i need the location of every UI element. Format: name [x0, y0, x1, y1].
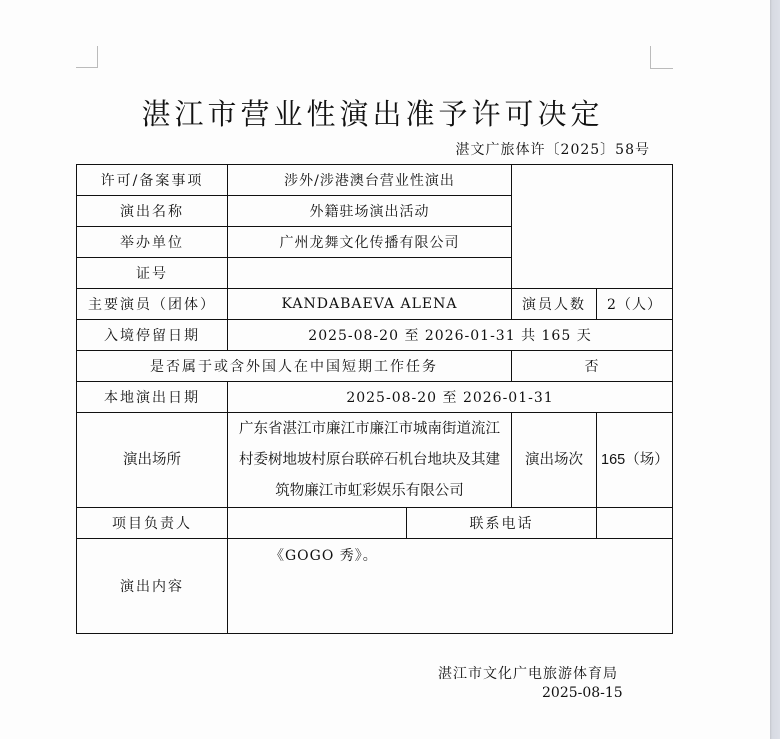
shows-value: 165（场） — [597, 413, 673, 508]
page-corner-mark-left — [76, 46, 98, 68]
shows-label: 演出场次 — [512, 413, 597, 508]
manager-value — [228, 508, 407, 539]
vertical-scrollbar[interactable] — [770, 0, 780, 739]
cert-value — [228, 258, 512, 289]
show-name-value: 外籍驻场演出活动 — [228, 196, 512, 227]
performer-label: 主要演员（团体） — [77, 289, 228, 320]
venue-value: 广东省湛江市廉江市廉江市城南街道流江村委树地坡村原台联碎石机台地块及其建筑物廉江市虹彩娱乐有限公司 — [228, 413, 512, 508]
performer-value: KANDABAEVA ALENA — [228, 289, 512, 320]
short-term-label: 是否属于或含外国人在中国短期工作任务 — [77, 351, 512, 382]
local-date-label: 本地演出日期 — [77, 382, 228, 413]
stay-label: 入境停留日期 — [77, 320, 228, 351]
show-name-label: 演出名称 — [77, 196, 228, 227]
venue-label: 演出场所 — [77, 413, 228, 508]
local-date-value: 2025-08-20 至 2026-01-31 — [228, 382, 673, 413]
cert-label: 证号 — [77, 258, 228, 289]
phone-label: 联系电话 — [407, 508, 597, 539]
page-corner-mark-right — [650, 46, 673, 69]
content-value: 《GOGO 秀》。 — [228, 539, 673, 634]
permit-table — [76, 164, 673, 634]
document-title: 湛江市营业性演出准予许可决定 — [141, 97, 604, 131]
document-number: 湛文广旅体许〔2025〕58号 — [455, 142, 650, 158]
stay-value: 2025-08-20 至 2026-01-31 共 165 天 — [228, 320, 673, 351]
issuer-name: 湛江市文化广电旅游体育局 — [438, 666, 618, 682]
short-term-value: 否 — [512, 351, 673, 382]
phone-value — [597, 508, 673, 539]
issue-date: 2025-08-15 — [542, 685, 623, 701]
organizer-label: 举办单位 — [77, 227, 228, 258]
item-label: 许可/备案事项 — [77, 165, 228, 196]
organizer-value: 广州龙舞文化传播有限公司 — [228, 227, 512, 258]
performer-count-value: 2（人） — [597, 289, 673, 320]
performer-count-label: 演员人数 — [512, 289, 597, 320]
manager-label: 项目负责人 — [77, 508, 228, 539]
item-value: 涉外/涉港澳台营业性演出 — [228, 165, 512, 196]
content-label: 演出内容 — [77, 539, 228, 634]
blank-photo-cell — [512, 165, 673, 289]
